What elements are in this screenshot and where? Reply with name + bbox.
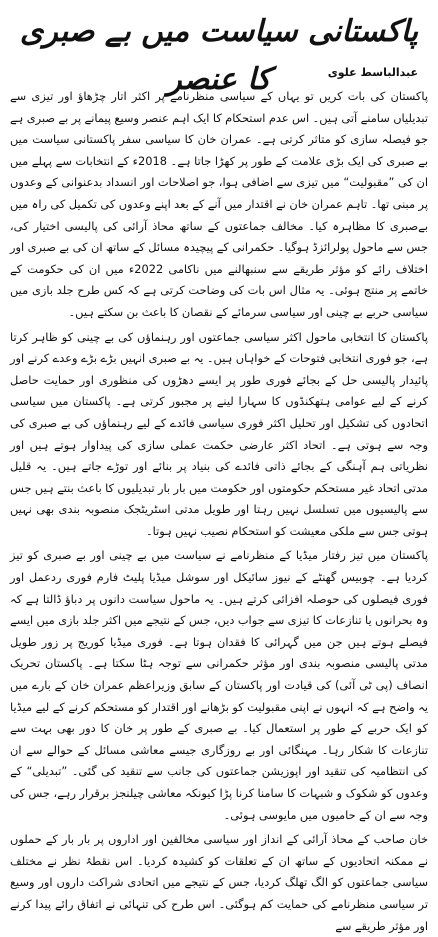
article-paragraph: پاکستان کی بات کریں تو یہاں کے سیاسی منظرنامے پر اکثر اتار چڑھاؤ اور تیزی سے تبدیلیاں سامنے آتی ہیں۔ اس عدم استحکام کا ایک اہم عنصر وسیع پیمانے پر بے صبری ہے جو فیصلہ سازی کو متاثر کرتی ہے۔ عمران خان کا سیاسی سفر پاکستانی سیاست میں بے صبری کی ایک بڑی علامت کے طور پر کھڑا جاتا ہے۔ 2018ء کے انتخابات سے پہلے میں ان کی ”مقبولیت“ میں تیزی سے اضافی ہوا، جو اصلاحات اور انسداد بدعنوانی کے وعدوں پر مبنی تھا۔ تاہم عمران خان نے اقتدار میں آنے کے بعد اپنے وعدوں کی تکمیل کی راہ میں بےصبری کا مظاہرہ کیا۔ مخالف جماعتوں کے ساتھ محاذ آرائی کی پالیسی اختیار کی، جس سے ماحول پولرائزڈ ہوگیا۔ حکمرانی کے پیچیدہ مسائل کے ساتھ ان کی بے صبری اور اختلاف رائے کو مؤثر طریقے سے سنبھالنے میں ناکامی 2022ء میں ان کی حکومت کے خاتمے پر منتج ہوئی۔ یہ مثال اس بات کی وضاحت کرتی ہے کہ کس طرح جلد بازی میں سیاسی حربے بے چینی اور سیاسی سرمائے کے نقصان کا باعث بن سکتے ہیں۔ xyxy=(10,89,428,319)
article-author: عبدالباسط علوی xyxy=(327,66,418,79)
article-paragraph: پاکستان کا انتخابی ماحول اکثر سیاسی جماعتوں اور رہنماؤں کی بے چینی کو ظاہر کرتا ہے، جو فوری انتخابی فتوحات کے خواہاں ہیں۔ یہ بے صبری انہیں بڑے بڑے وعدے کرنے اور پائیدار پالیسی حل کے بجائے فوری طور پر ایسے دھڑوں کی منظوری اور حمایت حاصل کرنے کے لیے عوامی ہتھکنڈوں کا سہارا لینے پر مجبور کرتی ہے۔ پاکستان میں سیاسی اتحادوں کی تشکیل اور تحلیل اکثر فوری سیاسی فائدے کے لیے رہنماؤں کی بے صبری کی وجہ سے ہوتی ہے۔ اتحاد اکثر عارضی حکمت عملی سازی کی پیداوار ہوتے ہیں اور نظریاتی ہم آہنگی کے بجائے ذاتی فائدے کی بنیاد پر بنائے اور توڑے جاتے ہیں۔ یہ قلیل مدتی اتحاد غیر مستحکم حکومتوں اور حکومت میں بار بار تبدیلیوں کا باعث بنتے ہیں جس سے پالیسیوں میں تسلسل نہیں رہتا اور طویل مدتی اسٹریٹجک منصوبہ بندی بھی نہیں ہوتی جس سے ملکی معیشت کو استحکام نصیب نہیں ہوتا۔ xyxy=(10,329,428,538)
article-paragraph: خان صاحب کے محاذ آرائی کے انداز اور سیاسی مخالفین اور اداروں پر بار بار کے حملوں نے ممکنہ اتحادیوں کے ساتھ ان کے تعلقات کو کشیدہ کردیا۔ اس نقطۂ نظر نے مختلف سیاسی جماعتوں کو الگ تھلگ کردیا، جس کے نتیجے میں اتحادی شراکت داروں اور وسیع تر سیاسی منظرنامے کی حمایت کم ہوگئی۔ اس طرح کی تنہائی نے اتفاق رائے پیدا کرنے اور مؤثر طریقے سے xyxy=(10,832,428,933)
article-paragraph: پاکستان میں تیز رفتار میڈیا کے منظرنامے نے سیاست میں بے چینی اور بے صبری کو تیز کردیا ہے۔ چوبیس گھنٹے کے نیوز سائیکل اور سوشل میڈیا پلیٹ فارم فوری ردعمل اور فوری فیصلوں کی حوصلہ افزائی کرتے ہیں۔ یہ ماحول سیاست دانوں پر دباؤ ڈالتا ہے کہ وہ بحرانوں یا تنازعات کا تیزی سے جواب دیں، جس کے نتیجے میں اکثر جلد بازی میں ایسے فیصلے ہوتے ہیں جن میں گہرائی کا فقدان ہوتا ہے۔ فوری میڈیا کوریج پر زور طویل مدتی پالیسی منصوبہ بندی اور مؤثر حکمرانی سے توجہ ہٹا سکتا ہے۔ پاکستان تحریک انصاف (پی ٹی آئی) کی قیادت اور پاکستان کے سابق وزیراعظم عمران خان کے بارے میں یہ واضح ہے کہ انہوں نے اپنی مقبولیت کو بڑھانے اور اقتدار کو مستحکم کرنے کے لیے میڈیا کو ایک حربے کے طور پر استعمال کیا۔ بے صبری کے طور پر خان کا دور بھی بہت سے تنازعات کا شکار رہا۔ مہنگائی اور بے روزگاری جیسے معاشی مسائل کے حوالے سے ان کی انتظامیہ کی تنقید اور اپوزیشن جماعتوں کی جانب سے تنقید کی گئی۔ ”تبدیلی“ کے وعدوں کو شکوک و شبہات کا سامنا کرنا پڑا کیونکہ معاشی چیلنجز برقرار رہے، جس کی وجہ سے ان کے حامیوں میں مایوسی ہوئی۔ xyxy=(10,548,428,822)
article-body xyxy=(10,86,428,937)
article-title: پاکستانی سیاست میں بے صبری کا عنصر xyxy=(19,14,419,97)
